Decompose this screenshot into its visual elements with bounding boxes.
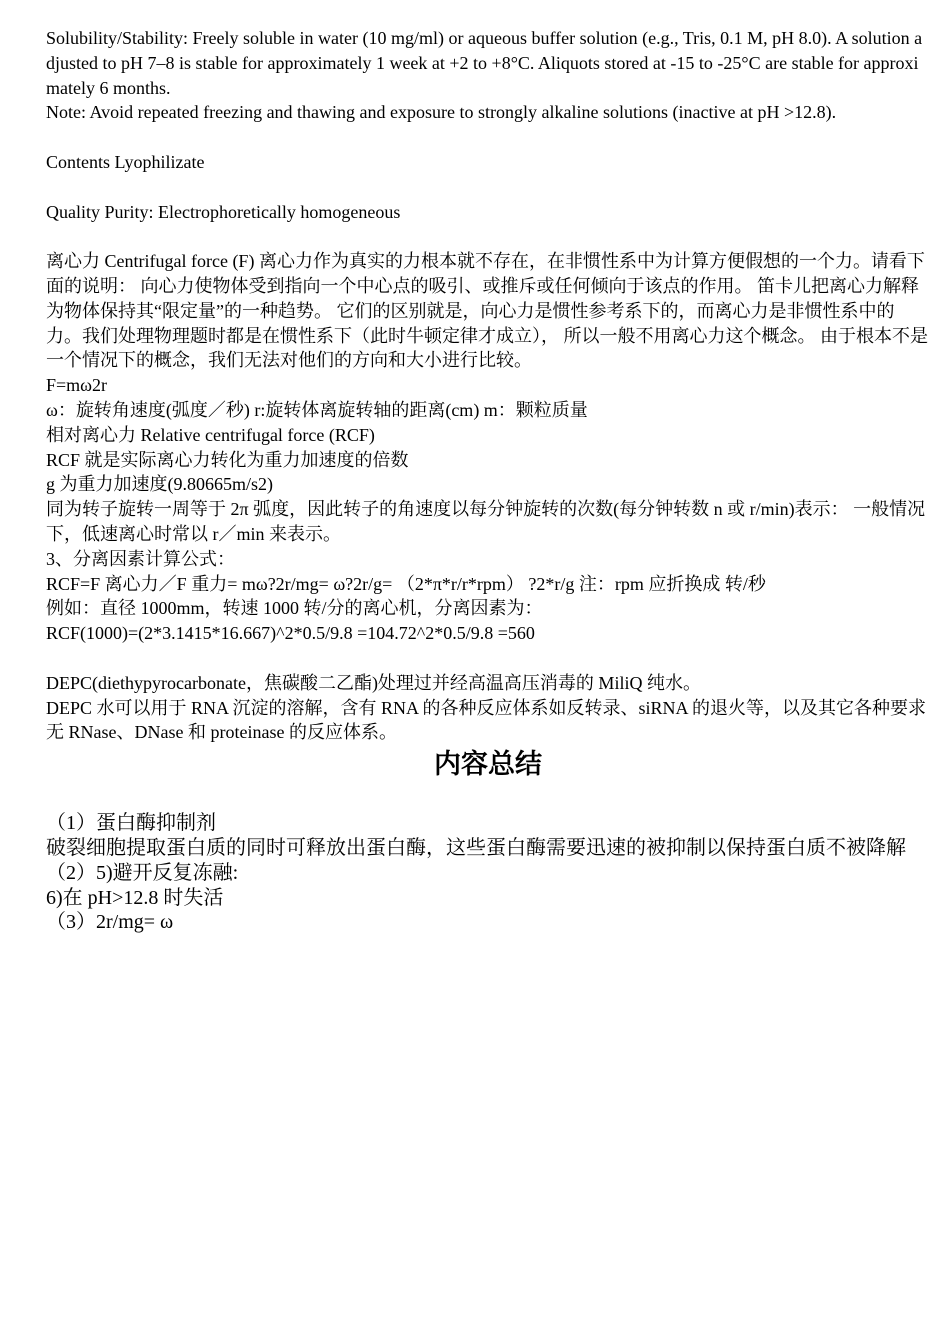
- depc-usage-paragraph: DEPC 水可以用于 RNA 沉淀的溶解，含有 RNA 的各种反应体系如反转录、siRNA 的退火等，以及其它各种要求无 RNase、DNase 和 proteinase 的反应体系。: [46, 697, 927, 743]
- separation-title-line: 3、分离因素计算公式：: [46, 548, 235, 569]
- spacer: [46, 781, 930, 811]
- rpm-note-paragraph: 同为转子旋转一周等于 2π 弧度，因此转子的角速度以每分钟旋转的次数(每分钟转数 n 或 r/min)表示： 一般情况下，低速离心时常以 r／min 来表示。: [46, 499, 926, 544]
- spacer: [46, 125, 930, 150]
- symbols-line: ω：旋转角速度(弧度／秒) r:旋转体离旋转轴的距离(cm) m：颗粒质量: [46, 399, 588, 420]
- centrifugal-intro-paragraph: 离心力 Centrifugal force (F) 离心力作为真实的力根本就不存在，在非惯性系中为计算方便假想的一个力。请看下面的说明： 向心力使物体受到指向一个中心点的吸引、或推斥或任何倾向于该点的作用。 笛卡儿把离心力解释为物体保持其“限定量”的一种趋势。 它们的区别就是，向心力是惯性参考系下的，而离心力是非惯性系中的力。我们处理物理题时都是在惯性系下（此时牛顿定律才成立）， 所以一般不用离心力这个概念。 由于根本不是一个情况下的概念，我们无法对他们的方向和大小进行比较。: [46, 251, 928, 371]
- spacer: [46, 646, 930, 671]
- summary-item-2-text: 6)在 pH>12.8 时失活: [46, 886, 224, 909]
- summary-item-2-title: （2）5)避开反复冻融:: [46, 861, 239, 884]
- spacer: [46, 175, 930, 200]
- summary-item-1-text: 破裂细胞提取蛋白质的同时可释放出蛋白酶，这些蛋白酶需要迅速的被抑制以保持蛋白质不被降解: [46, 836, 906, 859]
- note-paragraph: Note: Avoid repeated freezing and thawing and exposure to strongly alkaline solutions (inactive at pH >12.8).: [46, 102, 837, 123]
- formula-line: F=mω2r: [46, 375, 108, 396]
- gravity-definition-line: g 为重力加速度(9.80665m/s2): [46, 474, 273, 495]
- spacer: [46, 224, 930, 249]
- depc-line: DEPC(diethypyrocarbonate，焦碳酸二乙酯)处理过并经高温高压消毒的 MiliQ 纯水。: [46, 672, 701, 693]
- contents-line: Contents Lyophilizate: [46, 151, 205, 172]
- summary-item-1-title: （1）蛋白酶抑制剂: [46, 812, 216, 835]
- example-line: 例如：直径 1000mm，转速 1000 转/分的离心机，分离因素为：: [46, 598, 543, 619]
- solubility-paragraph: Solubility/Stability: Freely soluble in water (10 mg/ml) or aqueous buffer solution (e.g., Tris, 0.1 M, pH 8.0). A solution adjusted to pH 7–8 is stable for approximately 1 week at +2 to +8°C. Aliquots stored at -15 to -25°C are stable for approximately 6 months.: [46, 28, 923, 98]
- document-page: [46, 26, 930, 935]
- summary-heading: 内容总结: [434, 749, 542, 780]
- rcf-title-line: 相对离心力 Relative centrifugal force (RCF): [46, 424, 375, 445]
- rcf-definition-line: RCF 就是实际离心力转化为重力加速度的倍数: [46, 449, 409, 470]
- example-calculation-line: RCF(1000)=(2*3.1415*16.667)^2*0.5/9.8 =104.72^2*0.5/9.8 =560: [46, 623, 535, 644]
- separation-formula-line: RCF=F 离心力／F 重力= mω?2r/mg= ω?2r/g= （2*π*r/r*rpm） ?2*r/g 注：rpm 应折换成 转/秒: [46, 573, 766, 594]
- quality-line: Quality Purity: Electrophoretically homogeneous: [46, 201, 401, 222]
- summary-item-3-title: （3）2r/mg= ω: [46, 911, 174, 934]
